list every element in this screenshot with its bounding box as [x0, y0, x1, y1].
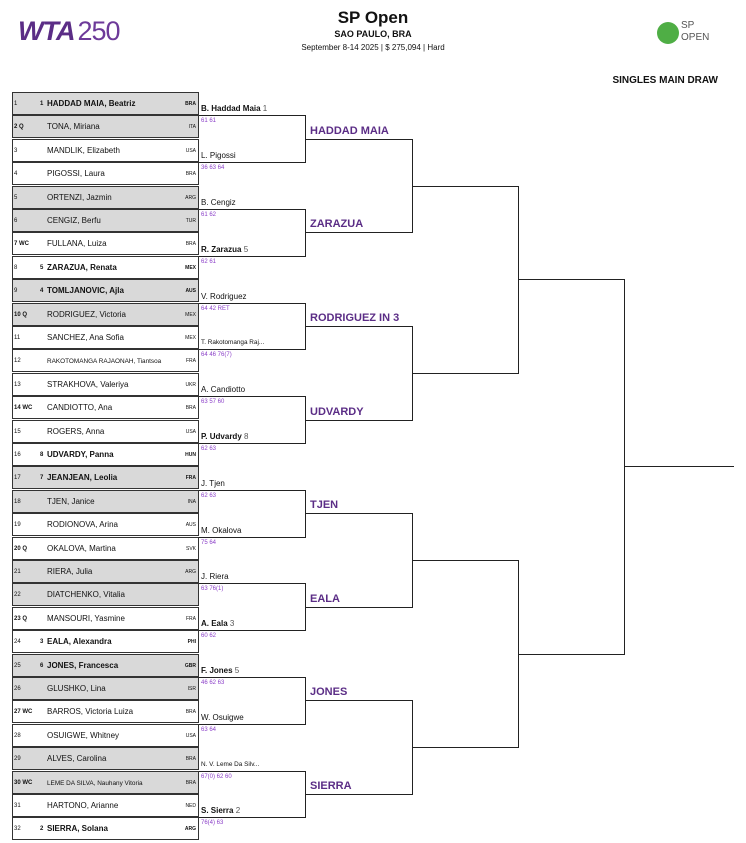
entry-number: 4 — [14, 171, 18, 178]
entry-player-name: SANCHEZ, Ana Sofia — [47, 333, 124, 342]
draw-entry[interactable] — [12, 349, 199, 372]
entry-nationality: ISR — [187, 686, 196, 692]
entry-nationality: GBR — [184, 662, 196, 669]
round2-winner-name — [201, 713, 244, 723]
sp-logo-line2: OPEN — [681, 32, 710, 43]
entry-nationality: ITA — [188, 124, 196, 131]
entry-number: 6 — [14, 218, 18, 224]
round3-line — [305, 232, 412, 233]
round2-line — [199, 303, 306, 304]
entry-number: 15 — [14, 428, 21, 435]
round2-winner-name — [201, 666, 239, 676]
round3-line — [305, 700, 412, 701]
entry-number: 23 Q — [14, 615, 28, 622]
entry-player-name: TOMLJANOVIC, Ajla — [47, 286, 124, 296]
round3-winner-name: JONES — [310, 686, 348, 699]
entry-nationality: HUN — [185, 452, 196, 458]
round2-winner-seed: 3 — [227, 619, 235, 629]
round2-winner-seed: 1 — [260, 104, 268, 114]
entry-nationality: ARG — [185, 194, 196, 201]
entry-number: 25 — [14, 662, 21, 669]
entry-seed: 4 — [40, 288, 44, 295]
round2-score: 64 42 RET — [201, 305, 230, 312]
round3-line — [305, 607, 412, 608]
draw-entry[interactable] — [12, 279, 199, 302]
draw-entry[interactable] — [12, 747, 199, 770]
entry-number: 3 — [14, 147, 18, 154]
round2-winner-name — [201, 572, 229, 582]
round2-winner-seed: 2 — [233, 806, 241, 816]
entry-nationality: FRA — [186, 615, 196, 622]
round2-line — [199, 115, 306, 116]
round2-winner-text: B. Cengiz — [201, 198, 236, 207]
round2-winner-name — [201, 432, 248, 442]
entry-player-name: FULLANA, Luiza — [47, 239, 107, 249]
draw-entry[interactable] — [12, 443, 199, 466]
entry-seed: 5 — [40, 264, 44, 271]
round2-winner-name — [201, 338, 264, 348]
entry-player-name: MANDLIK, Elizabeth — [47, 145, 120, 155]
draw-entry[interactable] — [12, 700, 199, 723]
round2-score: 75 64 — [201, 539, 217, 546]
draw-entry[interactable] — [12, 583, 199, 606]
entry-nationality: BRA — [185, 779, 196, 786]
entry-player-name: HADDAD MAIA, Beatriz — [47, 99, 136, 108]
entry-player-name: RIERA, Julia — [47, 567, 93, 576]
entry-number: 9 — [14, 288, 18, 295]
entry-player-name: ROGERS, Anna — [47, 426, 105, 436]
entry-player-name: OSUIGWE, Whitney — [47, 730, 120, 740]
entry-player-name: OKALOVA, Martina — [47, 543, 116, 553]
entry-number: 5 — [14, 194, 18, 201]
draw-entry[interactable] — [12, 115, 199, 138]
entry-player-name: CENGIZ, Berfu — [47, 216, 101, 225]
entry-nationality: PHI — [187, 639, 196, 646]
entry-player-name: JONES, Francesca — [47, 660, 119, 670]
round2-winner-text: F. Jones — [201, 666, 233, 675]
round2-winner-name — [201, 479, 225, 489]
entry-nationality: USA — [185, 732, 196, 739]
entry-nationality: NED — [185, 803, 196, 809]
draw-entry[interactable] — [12, 513, 199, 536]
entry-number: 29 — [14, 756, 21, 763]
round2-line — [199, 817, 306, 818]
round3-winner-name: UDVARDY — [310, 405, 364, 418]
round2-line — [199, 771, 306, 772]
round3-winner-name: ZARAZUA — [310, 218, 364, 231]
round3-winner-name: TJEN — [310, 499, 339, 512]
entry-player-name: ALVES, Carolina — [47, 754, 107, 764]
round2-score: 63 76(1) — [201, 586, 224, 593]
round2-winner-name — [201, 292, 247, 302]
round2-winner-text: M. Okalova — [201, 525, 242, 535]
entry-nationality: BRA — [185, 171, 196, 178]
entry-player-name: DIATCHENKO, Vitalia — [47, 590, 125, 600]
entry-player-name: RODIONOVA, Arina — [47, 520, 118, 530]
entry-player-name: SIERRA, Solana — [47, 824, 108, 834]
round2-line — [199, 537, 306, 538]
round2-winner-name — [201, 385, 245, 395]
round2-score: 63 57 60 — [201, 399, 225, 406]
draw-entry[interactable] — [12, 466, 199, 489]
draw-entry[interactable] — [12, 560, 199, 583]
entry-number: 16 — [14, 452, 21, 458]
draw-entry[interactable] — [12, 537, 199, 560]
draw-entry[interactable] — [12, 677, 199, 700]
round2-winner-text: T. Rakotomanga Raj... — [201, 339, 265, 347]
sp-open-logo — [657, 20, 719, 48]
round2-line — [199, 162, 306, 163]
draw-entry[interactable] — [12, 373, 199, 396]
draw-entry[interactable] — [12, 396, 199, 419]
entry-nationality: FRA — [186, 358, 196, 365]
round3-winner-name: SIERRA — [310, 780, 352, 792]
round2-score: 36 63 64 — [201, 165, 225, 172]
final-line — [518, 654, 625, 655]
draw-entry[interactable] — [12, 92, 199, 115]
round2-winner-text: B. Haddad Maia — [201, 104, 261, 114]
round2-winner-text: S. Sierra — [201, 806, 234, 816]
entry-nationality: TUR — [185, 218, 196, 224]
round2-line — [199, 630, 306, 631]
entry-player-name: RAKOTOMANGA RAJAONAH, Tiantsoa — [47, 358, 162, 366]
round2-score: 63 64 — [201, 726, 217, 733]
round3-line — [305, 139, 412, 140]
round2-winner-text: N. V. Leme Da Silv... — [201, 760, 260, 768]
entry-player-name: CANDIOTTO, Ana — [47, 403, 113, 413]
entry-number: 22 — [14, 592, 21, 599]
entry-number: 30 WC — [14, 779, 33, 786]
round3-winner-name: EALA — [310, 592, 340, 605]
round2-winner-seed: 5 — [241, 244, 249, 254]
entry-nationality: BRA — [185, 405, 196, 412]
entry-number: 18 — [14, 498, 21, 505]
entry-number: 26 — [14, 686, 21, 692]
round2-winner-seed: 5 — [232, 666, 240, 675]
round2-winner-text: V. Rodriguez — [201, 291, 247, 301]
draw-entry[interactable] — [12, 607, 199, 630]
entry-player-name: ZARAZUA, Renata — [47, 262, 117, 272]
tournament-title: SP Open — [337, 8, 409, 27]
round3-winner-name: RODRIGUEZ IN 3 — [310, 312, 400, 324]
draw-entry[interactable] — [12, 490, 199, 513]
round2-line — [199, 396, 306, 397]
entry-player-name: EALA, Alexandra — [47, 637, 112, 647]
entry-nationality: INA — [187, 498, 196, 505]
entry-nationality: USA — [185, 428, 196, 435]
entry-number: 10 Q — [14, 311, 28, 318]
entry-nationality: UKR — [185, 381, 196, 388]
draw-entry[interactable] — [12, 186, 199, 209]
draw-entry[interactable] — [12, 303, 199, 326]
draw-entry[interactable] — [12, 420, 199, 443]
tournament-meta: September 8-14 2025 | $ 275,094 | Hard — [301, 43, 445, 52]
round2-score: 62 61 — [201, 258, 217, 265]
round2-score: 64 46 76(7) — [201, 352, 232, 359]
entry-nationality: MEX — [185, 264, 196, 271]
entry-number: 32 — [14, 826, 21, 833]
round2-score: 62 63 — [201, 492, 217, 499]
wta-logo-tier: 250 — [77, 16, 120, 46]
round3-line — [305, 326, 412, 327]
round3-line — [305, 513, 412, 514]
entry-number: 17 — [14, 475, 21, 482]
round2-winner-name — [201, 198, 236, 208]
round2-winner-name — [201, 245, 248, 255]
draw-entry[interactable] — [12, 771, 199, 794]
draw-entry[interactable] — [12, 209, 199, 232]
entry-nationality: BRA — [185, 756, 196, 763]
round2-winner-name — [201, 151, 236, 161]
entry-nationality: MEX — [185, 311, 196, 318]
semifinal-line — [412, 373, 519, 374]
entry-nationality: BRA — [185, 101, 196, 107]
round2-score: 46 62 63 — [201, 680, 225, 686]
entry-player-name: TONA, Miriana — [47, 122, 100, 132]
round2-line — [199, 443, 306, 444]
entry-player-name: ORTENZI, Jazmin — [47, 192, 112, 202]
draw-entry[interactable] — [12, 162, 199, 185]
entry-seed: 6 — [40, 662, 44, 669]
entry-number: 12 — [14, 358, 21, 365]
entry-player-name: MANSOURI, Yasmine — [47, 613, 125, 623]
entry-player-name: BARROS, Victoria Luiza — [47, 707, 134, 717]
entry-nationality: SVK — [185, 545, 196, 552]
entry-number: 28 — [14, 732, 21, 739]
entry-nationality: MEX — [185, 335, 196, 341]
entry-number: 19 — [14, 522, 21, 529]
round2-score: 60 62 — [201, 633, 217, 640]
draw-entry[interactable] — [12, 724, 199, 747]
round2-line — [199, 209, 306, 210]
round2-line — [199, 490, 306, 491]
entry-number: 20 Q — [14, 545, 28, 552]
round2-winner-name — [201, 806, 240, 816]
round2-winner-seed: 8 — [241, 432, 249, 441]
semifinal-line — [412, 560, 519, 561]
draw-entry[interactable] — [12, 139, 199, 162]
round2-line — [199, 724, 306, 725]
entry-player-name: LEME DA SILVA, Nauhany Vitoria — [47, 779, 143, 787]
round2-winner-name — [201, 760, 259, 770]
entry-player-name: STRAKHOVA, Valeriya — [47, 379, 129, 389]
round2-score: 67(0) 62 60 — [201, 773, 232, 780]
draw-entry[interactable] — [12, 232, 199, 255]
semifinal-line — [412, 747, 519, 748]
entry-player-name: RODRIGUEZ, Victoria — [47, 309, 126, 319]
entry-nationality: USA — [185, 147, 196, 154]
entry-number: 1 — [14, 101, 18, 107]
champion-line — [624, 466, 734, 467]
round2-winner-text: A. Candiotto — [201, 385, 246, 395]
entry-number: 7 WC — [14, 241, 29, 248]
round2-score: 61 62 — [201, 212, 217, 218]
draw-entry[interactable] — [12, 326, 199, 349]
entry-seed: 3 — [40, 639, 44, 646]
wta-logo-text: WTA — [18, 16, 75, 46]
round3-line — [305, 420, 412, 421]
draw-entry[interactable] — [12, 817, 199, 840]
draw-label: SINGLES MAIN DRAW — [612, 75, 718, 86]
entry-player-name: TJEN, Janice — [47, 496, 95, 506]
entry-player-name: HARTONO, Arianne — [47, 801, 119, 810]
round2-line — [199, 349, 306, 350]
entry-nationality: AUS — [185, 522, 196, 529]
entry-number: 27 WC — [14, 709, 33, 716]
entry-number: 21 — [14, 569, 21, 575]
entry-nationality: BRA — [185, 241, 196, 248]
entry-number: 11 — [14, 335, 21, 341]
entry-number: 13 — [14, 381, 21, 388]
round2-winner-name — [201, 526, 241, 536]
semifinal-line — [412, 186, 519, 187]
entry-number: 2 Q — [14, 124, 24, 131]
round2-winner-text: A. Eala — [201, 619, 228, 629]
round2-line — [199, 677, 306, 678]
sp-logo-mark-icon — [657, 22, 679, 44]
entry-number: 31 — [14, 803, 21, 809]
entry-player-name: GLUSHKO, Lina — [47, 684, 106, 693]
round2-winner-text: R. Zarazua — [201, 244, 242, 254]
entry-seed: 2 — [40, 826, 44, 833]
sp-logo-line1: SP — [681, 20, 695, 31]
entry-nationality: ARG — [185, 569, 196, 575]
round2-winner-text: J. Riera — [201, 572, 229, 582]
sp-logo-text — [681, 20, 709, 44]
entry-seed: 8 — [40, 452, 44, 458]
entry-nationality: ARG — [184, 826, 196, 833]
round3-line — [305, 794, 412, 795]
draw-entry[interactable] — [12, 654, 199, 677]
draw-entry[interactable] — [12, 630, 199, 653]
round2-winner-name — [201, 104, 267, 114]
entry-number: 8 — [14, 264, 18, 271]
round2-line — [199, 583, 306, 584]
round2-line — [199, 256, 306, 257]
round2-winner-text: J. Tjen — [201, 478, 225, 488]
draw-entry[interactable] — [12, 256, 199, 279]
round2-winner-name — [201, 619, 234, 629]
entry-player-name: UDVARDY, Panna — [47, 450, 114, 459]
entry-number: 24 — [14, 639, 21, 646]
round2-winner-text: P. Udvardy — [201, 432, 242, 441]
round2-score: 61 61 — [201, 118, 217, 125]
entry-seed: 7 — [40, 475, 44, 482]
draw-entry[interactable] — [12, 794, 199, 817]
tournament-city: SAO PAULO, BRA — [334, 29, 412, 39]
entry-nationality: AUS — [185, 288, 196, 295]
round3-winner-name: HADDAD MAIA — [310, 124, 389, 137]
entry-nationality: FRA — [185, 475, 196, 482]
entry-player-name: JEANJEAN, Leolia — [47, 473, 118, 483]
round2-winner-text: W. Osuigwe — [201, 712, 244, 722]
round2-score: 62 63 — [201, 446, 217, 452]
entry-seed: 1 — [40, 101, 44, 107]
final-line — [518, 279, 625, 280]
round2-winner-text: L. Pigossi — [201, 151, 236, 161]
entry-number: 14 WC — [14, 405, 33, 412]
entry-player-name: PIGOSSI, Laura — [47, 169, 105, 179]
entry-nationality: BRA — [185, 709, 196, 716]
round2-score: 76(4) 63 — [201, 820, 224, 827]
